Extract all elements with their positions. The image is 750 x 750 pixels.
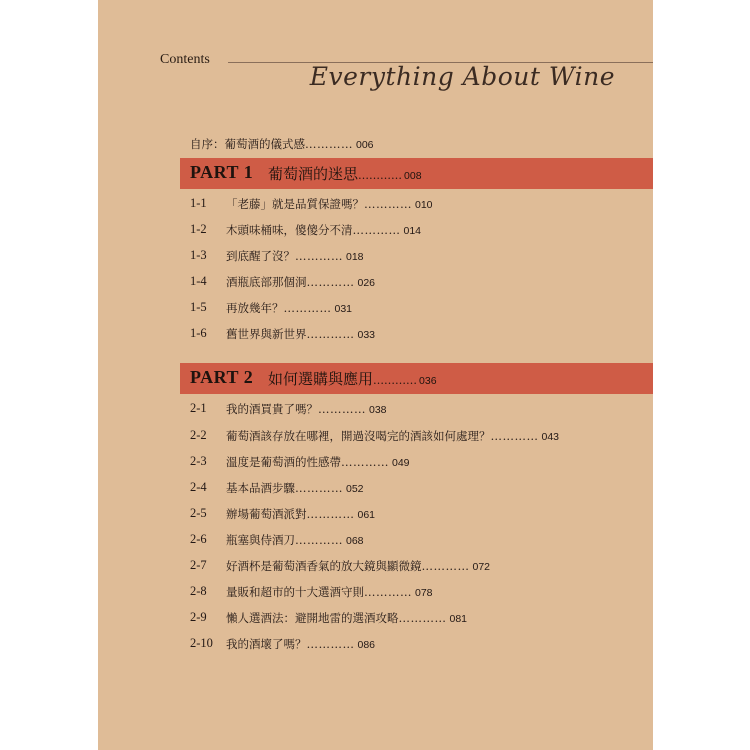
page-number: 086 bbox=[357, 639, 376, 651]
page-number: 078 bbox=[415, 587, 433, 599]
entry-number: 2-7 bbox=[190, 558, 207, 572]
entry-title-text: 葡萄酒該存放在哪裡，開過沒喝完的酒該如何處理？ bbox=[226, 429, 491, 443]
leader-dots: ………… bbox=[306, 507, 355, 521]
leader-dots: ………… bbox=[283, 301, 332, 315]
entry-title-text: 到底醒了沒？ bbox=[226, 249, 295, 263]
page-number: 036 bbox=[419, 375, 437, 387]
part-label: PART 1 bbox=[190, 162, 254, 182]
part-title bbox=[268, 368, 437, 389]
leader-dots: ………… bbox=[341, 455, 389, 469]
entry-title-text: 辦場葡萄酒派對 bbox=[226, 507, 307, 521]
leader-dots: ………… bbox=[364, 197, 412, 211]
entry-title-text: 木頭味桶味，傻傻分不清 bbox=[226, 223, 353, 237]
entry-number: 2-8 bbox=[190, 584, 207, 598]
page-number: 033 bbox=[357, 329, 376, 341]
entry-title-text: 好酒杯是葡萄酒香氣的放大鏡與顯微鏡 bbox=[226, 559, 422, 573]
part-2-header[interactable] bbox=[180, 363, 653, 394]
entry-title bbox=[226, 196, 433, 212]
entry-title-text: 溫度是葡萄酒的性感帶 bbox=[226, 455, 341, 469]
entry-title-text: 再放幾年？ bbox=[226, 301, 284, 315]
leader-dots: ………… bbox=[306, 327, 355, 341]
entry-number: 2-5 bbox=[190, 506, 207, 520]
page-number: 031 bbox=[334, 303, 353, 315]
page-number: 052 bbox=[346, 483, 364, 495]
leader-dots: ………… bbox=[305, 137, 353, 151]
entry-number: 1-4 bbox=[190, 274, 207, 288]
page-number: 061 bbox=[357, 509, 376, 521]
entry-title bbox=[226, 506, 375, 522]
entry-title bbox=[226, 274, 375, 290]
part-title bbox=[268, 163, 422, 184]
page-number: 081 bbox=[449, 613, 468, 625]
page-number: 068 bbox=[346, 535, 364, 547]
leader-dots: ………… bbox=[318, 402, 366, 416]
book-page bbox=[98, 0, 653, 750]
entry-title-text: 我的酒壞了嗎？ bbox=[226, 637, 307, 651]
entry-number: 1-3 bbox=[190, 248, 207, 262]
entry-title bbox=[226, 636, 375, 652]
entry-title-text: 基本品酒步驟 bbox=[226, 481, 295, 495]
entry-title bbox=[226, 428, 559, 444]
entry-title bbox=[226, 610, 467, 626]
part-title-text: 葡萄酒的迷思 bbox=[268, 165, 359, 183]
page-number: 026 bbox=[357, 277, 376, 289]
page-number: 072 bbox=[472, 561, 491, 573]
entry-number: 1-1 bbox=[190, 196, 207, 210]
entry-number: 1-5 bbox=[190, 300, 207, 314]
entry-title-text: 懶人選酒法：避開地雷的選酒攻略 bbox=[226, 611, 399, 625]
entry-title bbox=[226, 326, 375, 342]
entry-number: 2-3 bbox=[190, 454, 207, 468]
entry-number: 2-2 bbox=[190, 428, 207, 442]
preface-entry[interactable] bbox=[190, 136, 374, 152]
entry-number: 2-9 bbox=[190, 610, 207, 624]
part-1-header[interactable] bbox=[180, 158, 653, 189]
entry-title-text: 「老藤」就是品質保證嗎？ bbox=[226, 197, 364, 211]
entry-title bbox=[226, 584, 433, 600]
entry-title bbox=[226, 558, 490, 574]
page-number: 014 bbox=[403, 225, 422, 237]
contents-label: Contents bbox=[160, 52, 210, 67]
page-number: 010 bbox=[415, 199, 433, 211]
entry-title bbox=[226, 454, 410, 470]
entry-number: 2-6 bbox=[190, 532, 207, 546]
entry-number: 1-6 bbox=[190, 326, 207, 340]
page-number: 049 bbox=[392, 457, 410, 469]
page-number: 018 bbox=[346, 251, 364, 263]
script-title: Everything About Wine bbox=[309, 62, 615, 91]
entry-number: 2-4 bbox=[190, 480, 207, 494]
leader-dots: ………… bbox=[358, 169, 403, 182]
page-number: 008 bbox=[404, 170, 422, 182]
entry-title bbox=[226, 222, 421, 238]
preface-title: 自序：葡萄酒的儀式感 bbox=[190, 137, 305, 151]
leader-dots: ………… bbox=[373, 374, 418, 387]
entry-title bbox=[226, 532, 364, 548]
entry-title bbox=[226, 480, 364, 496]
leader-dots: ………… bbox=[295, 481, 343, 495]
part-title-text: 如何選購與應用 bbox=[268, 370, 374, 388]
entry-number: 2-10 bbox=[190, 636, 213, 650]
entry-number: 2-1 bbox=[190, 401, 207, 415]
leader-dots: ………… bbox=[295, 533, 343, 547]
page-number: 006 bbox=[356, 139, 374, 151]
leader-dots: ………… bbox=[490, 429, 539, 443]
entry-title bbox=[226, 248, 364, 264]
leader-dots: ………… bbox=[306, 637, 355, 651]
entry-title-text: 舊世界與新世界 bbox=[226, 327, 307, 341]
leader-dots: ………… bbox=[398, 611, 447, 625]
entry-title-text: 我的酒買貴了嗎？ bbox=[226, 402, 318, 416]
leader-dots: ………… bbox=[352, 223, 401, 237]
page-number: 038 bbox=[369, 404, 387, 416]
entry-title bbox=[226, 300, 352, 316]
entry-title-text: 酒瓶底部那個洞 bbox=[226, 275, 307, 289]
entry-title-text: 量販和超市的十大選酒守則 bbox=[226, 585, 364, 599]
part-label: PART 2 bbox=[190, 367, 254, 387]
entry-number: 1-2 bbox=[190, 222, 207, 236]
leader-dots: ………… bbox=[295, 249, 343, 263]
entry-title bbox=[226, 401, 387, 417]
leader-dots: ………… bbox=[306, 275, 355, 289]
entry-title-text: 瓶塞與侍酒刀 bbox=[226, 533, 295, 547]
leader-dots: ………… bbox=[364, 585, 412, 599]
leader-dots: ………… bbox=[421, 559, 470, 573]
page-number: 043 bbox=[541, 431, 560, 443]
